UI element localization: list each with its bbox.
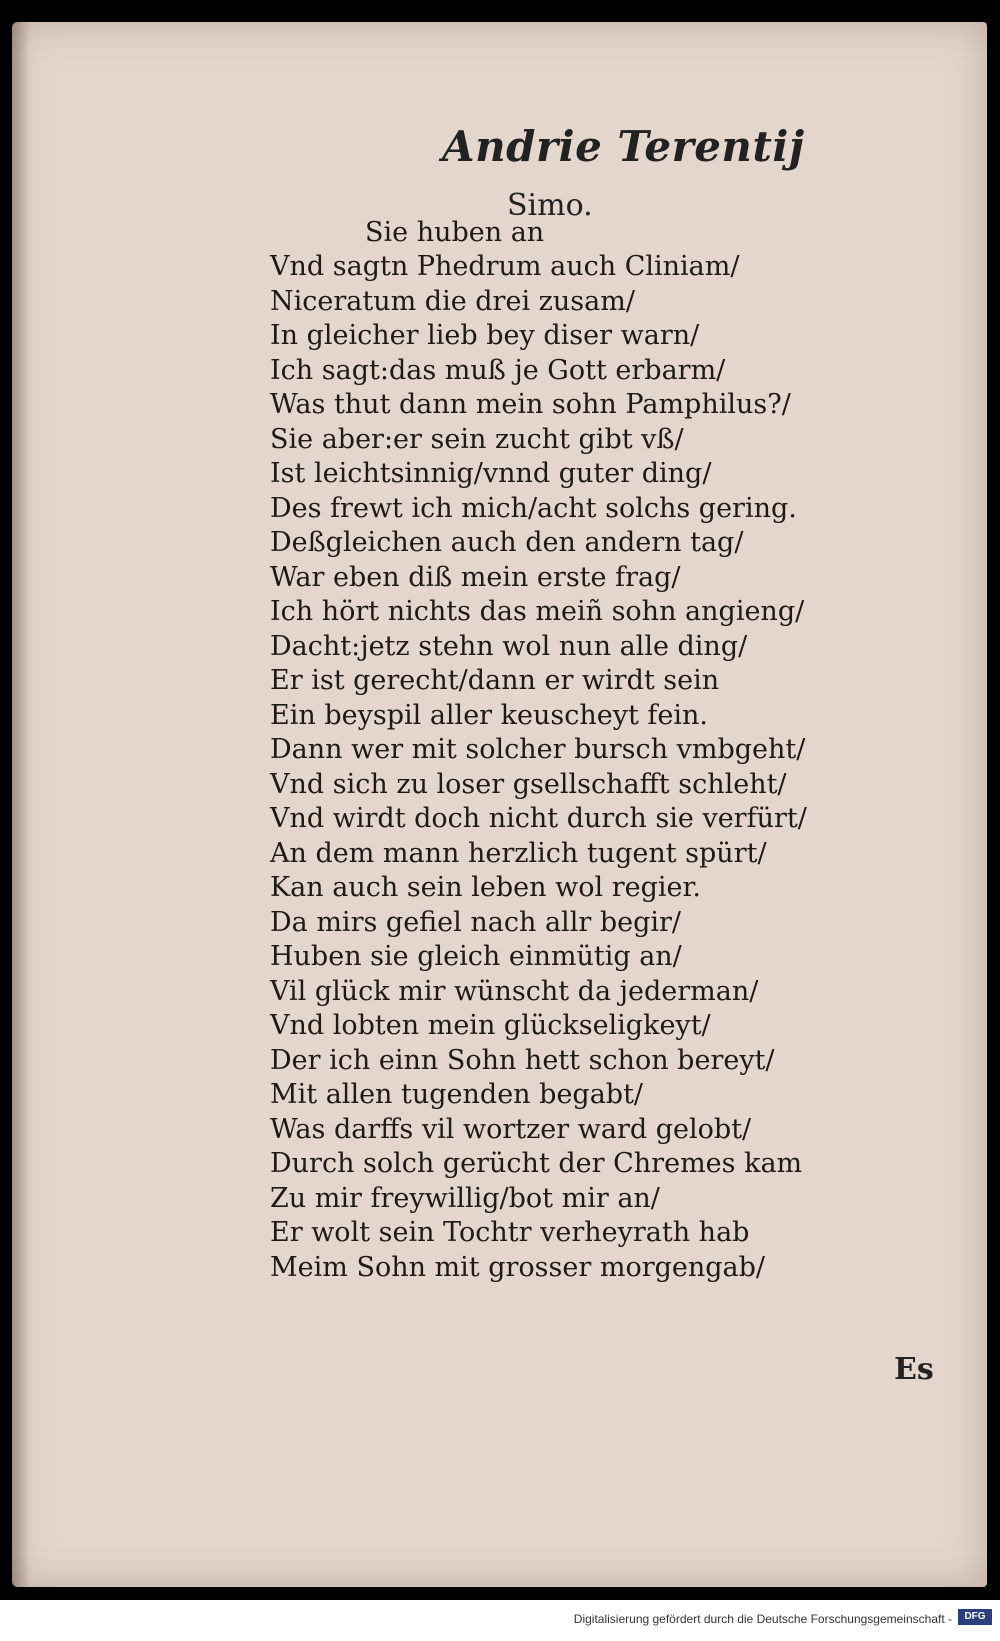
verse-line: Was thut dann mein sohn Pamphilus?/ [270, 389, 791, 420]
verse-line: In gleicher lieb bey diser warn/ [270, 320, 700, 351]
book-page [12, 22, 987, 1587]
verse-line: Mit allen tugenden begabt/ [270, 1079, 644, 1110]
footer-bar [0, 1600, 1000, 1641]
verse-line: Ist leichtsinnig/vnnd guter ding/ [270, 458, 712, 489]
verse-line: Da mirs gefiel nach allr begir/ [270, 907, 681, 938]
verse-line: Der ich einn Sohn hett schon bereyt/ [270, 1045, 775, 1076]
verse-line: Ich hört nichts das meiñ sohn angieng/ [270, 596, 805, 627]
verse-line: Zu mir freywillig/bot mir an/ [270, 1183, 660, 1214]
verse-line: Vnd wirdt doch nicht durch sie verfürt/ [270, 803, 807, 834]
verse-line: Durch solch gerücht der Chremes kam [270, 1148, 803, 1179]
verse-line: Vnd sagtn Phedrum auch Cliniam/ [270, 251, 740, 282]
catchword: Es [894, 1352, 934, 1387]
verse-line: Kan auch sein leben wol regier. [270, 872, 701, 903]
verse-line: Was darffs vil wortzer ward gelobt/ [270, 1114, 752, 1145]
verse-line: Ein beyspil aller keuscheyt fein. [270, 700, 708, 731]
verse-line: Vil glück mir wünscht da jederman/ [270, 976, 759, 1007]
verse-line: Vnd sich zu loser gsellschafft schleht/ [270, 769, 787, 800]
verse-line: An dem mann herzlich tugent spürt/ [270, 838, 767, 869]
verse-line: Sie huben an [365, 217, 545, 248]
funding-credit: Digitalisierung gefördert durch die Deutsche Forschungsgemeinschaft - [573, 1612, 952, 1626]
running-title: Andrie Terentij [442, 122, 805, 171]
dfg-logo: DFG [958, 1609, 992, 1625]
verse-line: Des frewt ich mich/acht solchs gering. [270, 493, 797, 524]
verse-line: Meim Sohn mit grosser morgengab/ [270, 1252, 766, 1283]
verse-line: Er wolt sein Tochtr verheyrath hab [270, 1217, 750, 1248]
verse-line: Sie aber:er sein zucht gibt vß/ [270, 424, 684, 455]
verse-line: Ich sagt:das muß je Gott erbarm/ [270, 355, 726, 386]
verse-line: War eben diß mein erste frag/ [270, 562, 681, 593]
verse-line: Er ist gerecht/dann er wirdt sein [270, 665, 720, 696]
verse-line: Vnd lobten mein glückseligkeyt/ [270, 1010, 711, 1041]
verse-line: Deßgleichen auch den andern tag/ [270, 527, 744, 558]
verse-line: Niceratum die drei zusam/ [270, 286, 635, 317]
speaker-name: Simo. [507, 188, 593, 223]
verse-line: Huben sie gleich einmütig an/ [270, 941, 682, 972]
verse-line: Dacht:jetz stehn wol nun alle ding/ [270, 631, 748, 662]
verse-line: Dann wer mit solcher bursch vmbgeht/ [270, 734, 806, 765]
